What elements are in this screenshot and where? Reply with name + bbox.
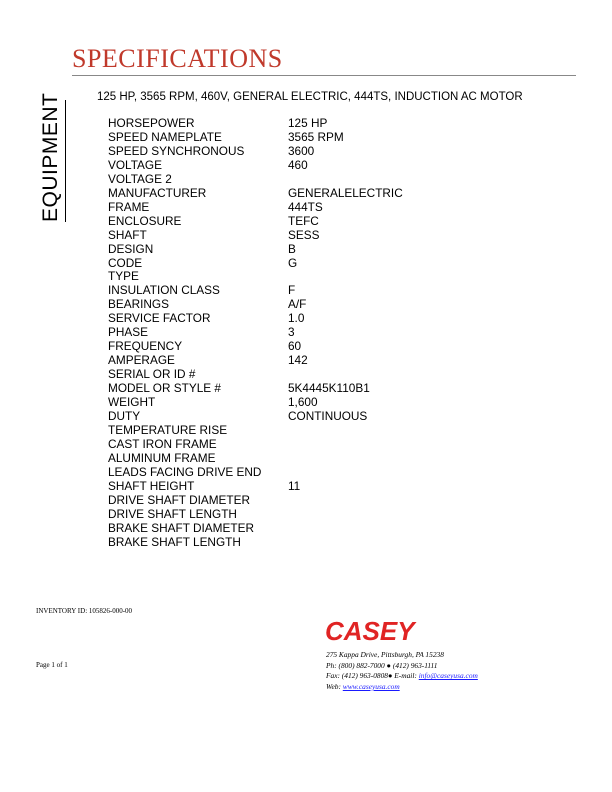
spec-value xyxy=(288,508,488,522)
spec-value: 5K4445K110B1 xyxy=(288,381,370,396)
spec-row xyxy=(108,522,488,536)
spec-row xyxy=(108,229,488,243)
spec-value: F xyxy=(288,283,296,298)
spec-value xyxy=(288,438,488,452)
spec-row xyxy=(108,438,488,452)
spec-row xyxy=(108,284,488,298)
spec-label: BRAKE SHAFT DIAMETER xyxy=(108,520,254,535)
spec-table xyxy=(108,117,488,550)
spec-value xyxy=(288,270,488,284)
spec-value xyxy=(288,424,488,438)
spec-label: CAST IRON FRAME xyxy=(108,436,217,451)
spec-value xyxy=(288,452,488,466)
spec-label: TEMPERATURE RISE xyxy=(108,422,228,437)
web-label: Web: xyxy=(326,681,343,691)
spec-value: 1.0 xyxy=(288,311,305,326)
spec-label: FRAME xyxy=(108,199,150,214)
spec-label: DESIGN xyxy=(108,241,154,256)
spec-value: 1,600 xyxy=(288,395,318,410)
spec-value: 460 xyxy=(288,157,308,172)
spec-label: MODEL OR STYLE # xyxy=(108,381,221,396)
spec-label: BEARINGS xyxy=(108,297,169,312)
spec-label: VOLTAGE 2 xyxy=(108,171,172,186)
casey-logo: CASEY xyxy=(325,616,415,646)
spec-row xyxy=(108,270,488,284)
spec-row xyxy=(108,298,488,312)
phone: Ph: (800) 882-7000 ● (412) 963-1111 xyxy=(326,660,438,670)
spec-row xyxy=(108,480,488,494)
inventory-id: INVENTORY ID: 105826-000-00 xyxy=(36,607,133,615)
website-link[interactable]: www.caseyusa.com xyxy=(342,681,400,691)
spec-value xyxy=(288,173,488,187)
website xyxy=(326,682,478,693)
spec-value xyxy=(288,522,488,536)
spec-row xyxy=(108,508,488,522)
spec-value: GENERALELECTRIC xyxy=(288,185,403,200)
spec-label: BRAKE SHAFT LENGTH xyxy=(108,534,241,549)
spec-label: CODE xyxy=(108,255,143,270)
spec-row xyxy=(108,117,488,131)
spec-label: WEIGHT xyxy=(108,395,156,410)
spec-label: FREQUENCY xyxy=(108,339,183,354)
spec-value: A/F xyxy=(288,297,307,312)
spec-label: ENCLOSURE xyxy=(108,213,182,228)
equipment-side-label: EQUIPMENT xyxy=(39,92,62,222)
email-link[interactable]: info@caseyusa.com xyxy=(418,671,478,681)
spec-value: 3565 RPM xyxy=(288,129,344,144)
contact-block xyxy=(326,650,478,692)
spec-row xyxy=(108,382,488,396)
spec-row xyxy=(108,131,488,145)
spec-label: HORSEPOWER xyxy=(108,116,195,130)
spec-row xyxy=(108,257,488,271)
spec-value: TEFC xyxy=(288,213,319,228)
spec-label: DUTY xyxy=(108,409,141,424)
fax-email xyxy=(326,671,478,682)
spec-value xyxy=(288,466,488,480)
spec-row xyxy=(108,536,488,550)
side-divider xyxy=(65,100,66,222)
spec-label: SPEED SYNCHRONOUS xyxy=(108,143,245,158)
address: 275 Kappa Drive, Pittsburgh, PA 15238 xyxy=(326,650,444,659)
spec-label: INSULATION CLASS xyxy=(108,283,220,298)
page-number: Page 1 of 1 xyxy=(36,661,68,669)
spec-value: 11 xyxy=(288,478,301,493)
spec-value: 3 xyxy=(288,325,295,340)
spec-label: SHAFT xyxy=(108,227,147,242)
spec-value: 60 xyxy=(288,339,302,354)
spec-value: 142 xyxy=(288,353,308,368)
spec-label: SPEED NAMEPLATE xyxy=(108,129,222,144)
spec-value: 444TS xyxy=(288,199,323,214)
spec-row xyxy=(108,452,488,466)
page-title: SPECIFICATIONS xyxy=(72,44,283,73)
spec-row xyxy=(108,243,488,257)
spec-row xyxy=(108,326,488,340)
spec-row xyxy=(108,410,488,424)
spec-row xyxy=(108,340,488,354)
spec-row xyxy=(108,312,488,326)
spec-label: DRIVE SHAFT LENGTH xyxy=(108,506,237,521)
spec-value: G xyxy=(288,255,298,270)
spec-row xyxy=(108,368,488,382)
spec-label: AMPERAGE xyxy=(108,353,175,368)
spec-value xyxy=(288,494,488,508)
spec-value: SESS xyxy=(288,227,320,242)
spec-row xyxy=(108,424,488,438)
spec-label: TYPE xyxy=(108,269,139,284)
spec-value: 3600 xyxy=(288,143,315,158)
spec-row xyxy=(108,145,488,159)
spec-label: ALUMINUM FRAME xyxy=(108,450,216,465)
spec-row xyxy=(108,159,488,173)
spec-value: 125 HP xyxy=(288,116,328,130)
spec-row xyxy=(108,396,488,410)
spec-value: CONTINUOUS xyxy=(288,409,368,424)
spec-label: SERIAL OR ID # xyxy=(108,367,196,382)
spec-value: B xyxy=(288,241,296,256)
spec-label: SERVICE FACTOR xyxy=(108,311,211,326)
spec-row xyxy=(108,466,488,480)
fax-label: Fax: (412) 963-0808● E-mail: xyxy=(326,671,419,681)
spec-row xyxy=(108,173,488,187)
spec-row xyxy=(108,354,488,368)
spec-row xyxy=(108,494,488,508)
spec-label: VOLTAGE xyxy=(108,157,162,172)
title-divider xyxy=(72,75,576,76)
spec-value xyxy=(288,368,488,382)
spec-label: DRIVE SHAFT DIAMETER xyxy=(108,492,251,507)
spec-row xyxy=(108,215,488,229)
spec-label: SHAFT HEIGHT xyxy=(108,478,195,493)
spec-label: PHASE xyxy=(108,325,148,340)
spec-value xyxy=(288,536,488,550)
equipment-description: 125 HP, 3565 RPM, 460V, GENERAL ELECTRIC, 444TS, INDUCTION AC MOTOR xyxy=(97,91,523,103)
spec-label: MANUFACTURER xyxy=(108,185,207,200)
spec-row xyxy=(108,201,488,215)
spec-row xyxy=(108,187,488,201)
spec-label: LEADS FACING DRIVE END xyxy=(108,464,262,479)
